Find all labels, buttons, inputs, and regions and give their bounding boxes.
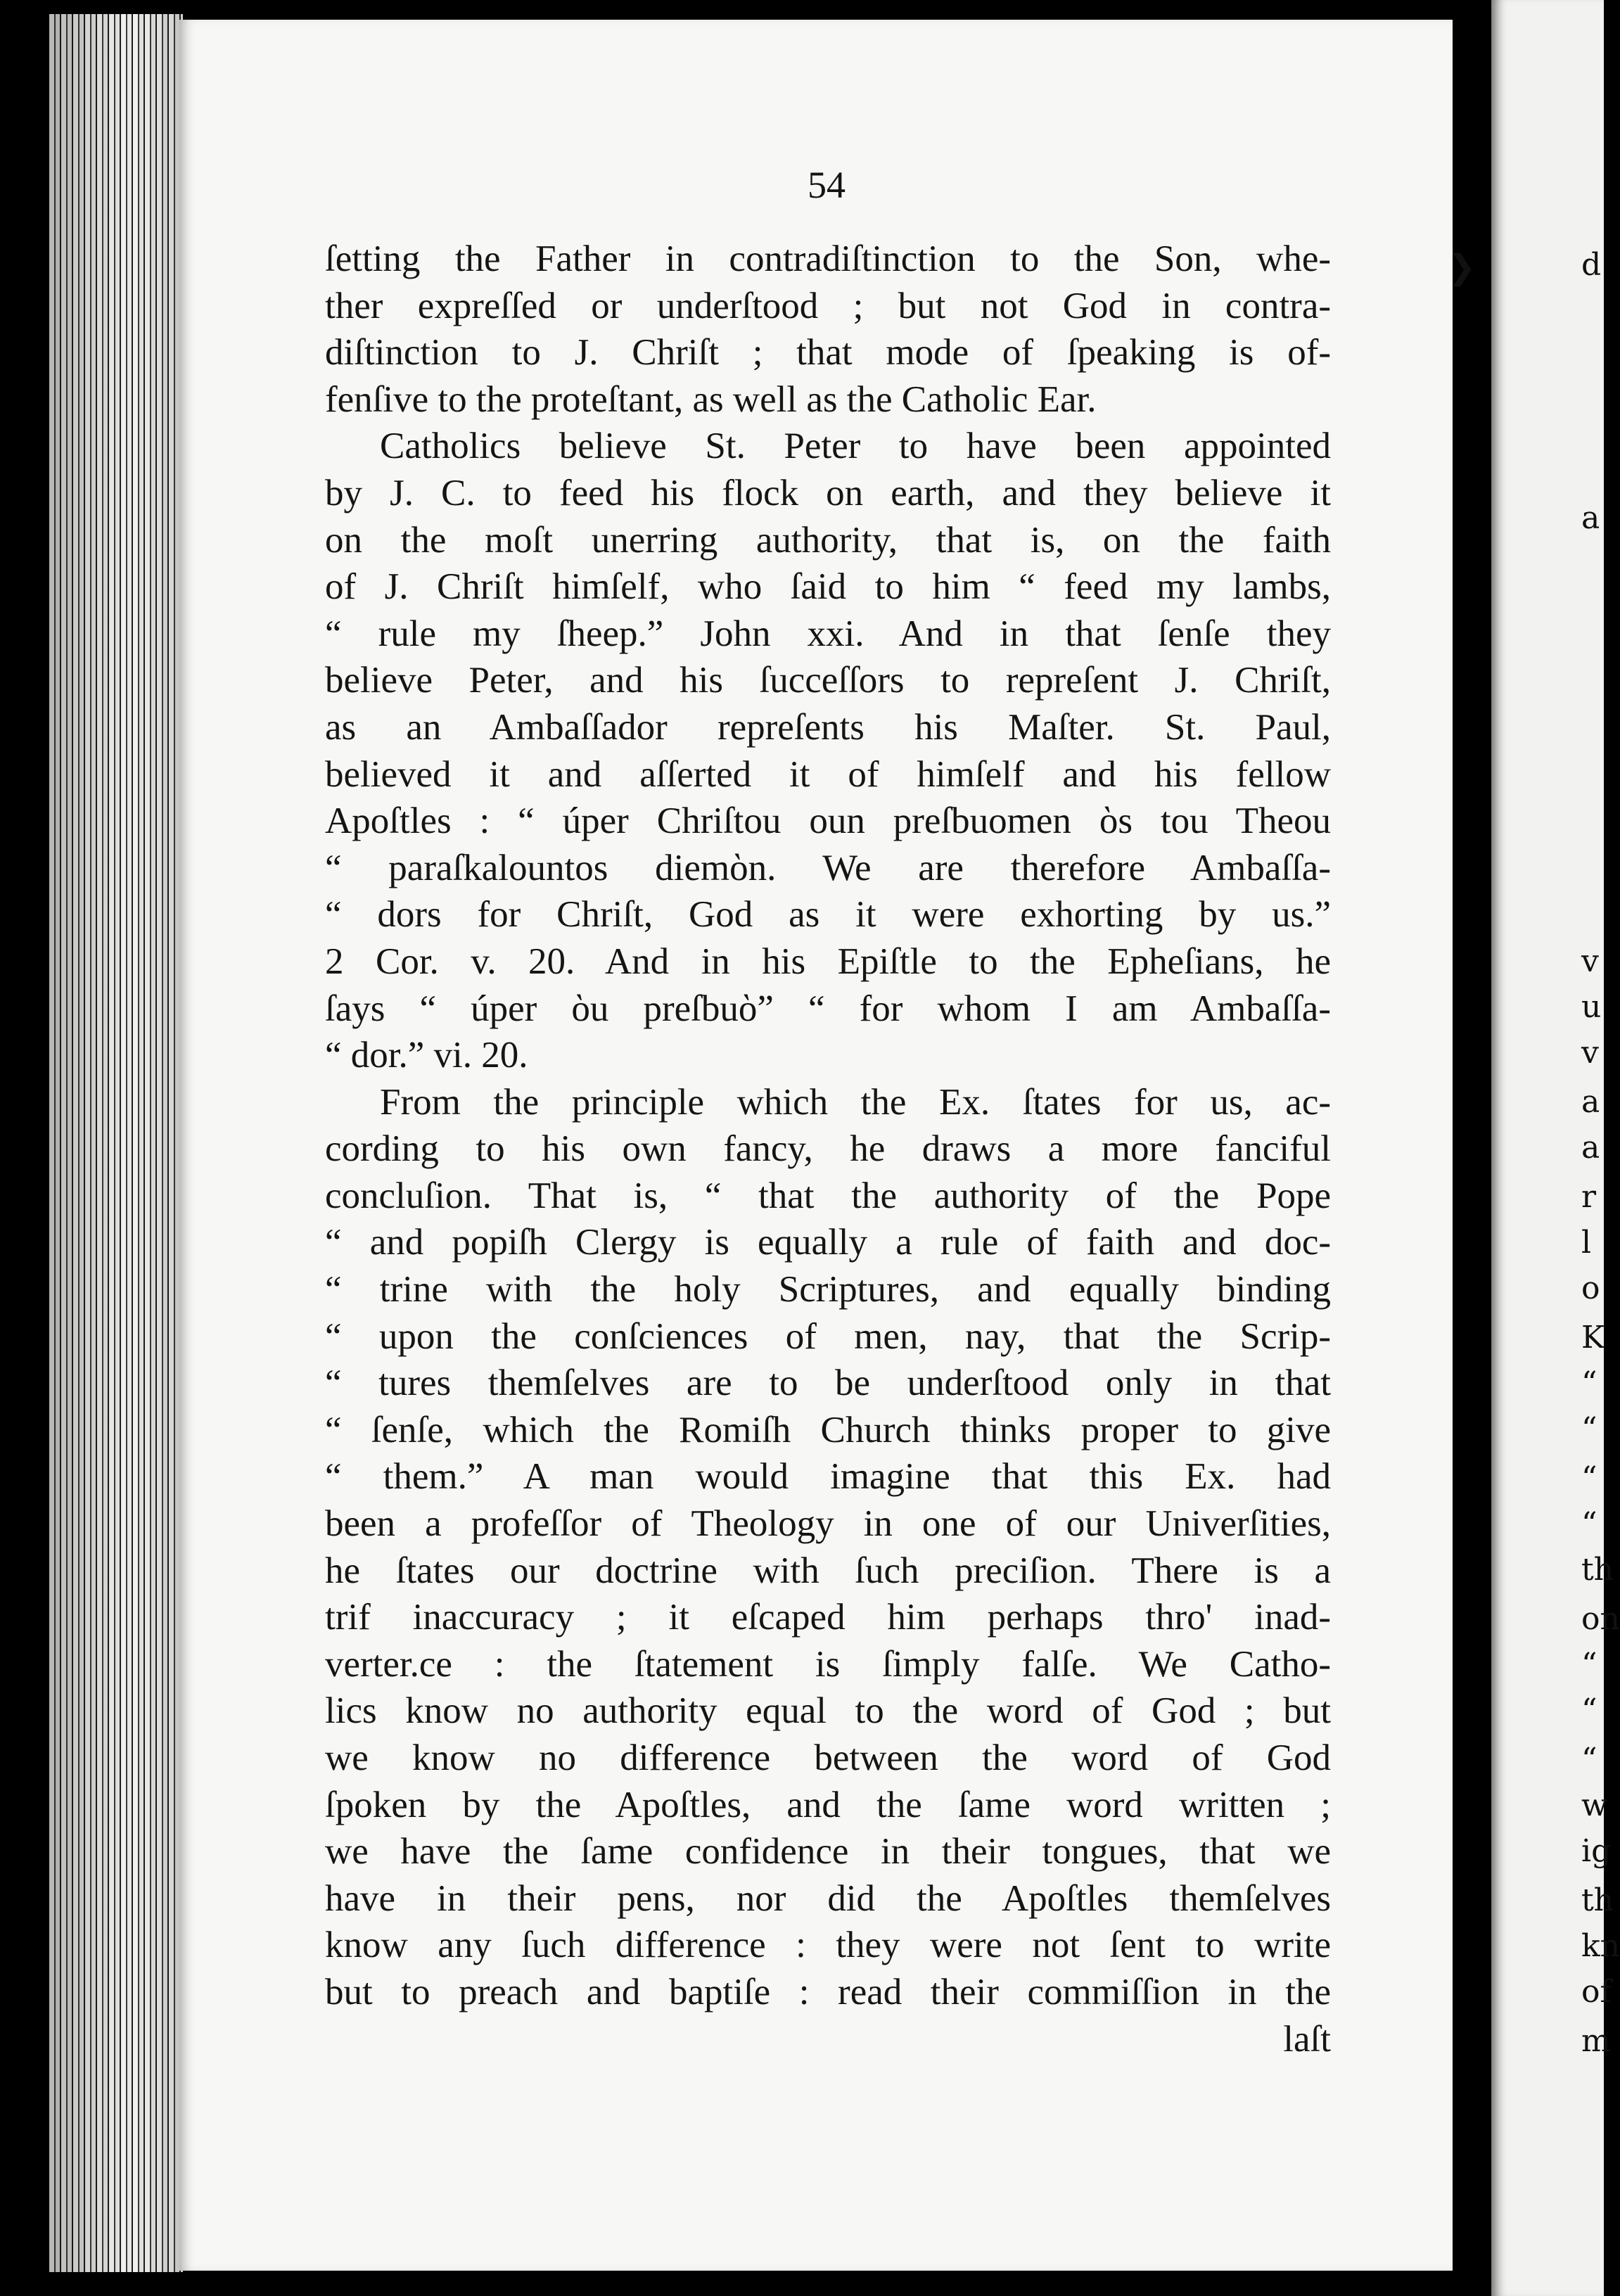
facing-page-fragment: l — [1581, 1225, 1592, 1261]
facing-page-fragment: a — [1581, 500, 1600, 536]
text-line: “ upon the conſciences of men, nay, that the Scrip- — [325, 1315, 1331, 1357]
text-line: by J. C. to feed his flock on earth, and they believe it — [325, 472, 1331, 514]
facing-page-fragment: “ — [1581, 1742, 1597, 1778]
facing-page-fragment: “ — [1581, 1692, 1597, 1728]
facing-page-fragment: “ — [1581, 1506, 1597, 1542]
text-line: he ſtates our doctrine with ſuch preciſion. There is a — [325, 1550, 1331, 1591]
page-number: 54 — [808, 164, 846, 206]
text-line: been a profeſſor of Theology in one of our Univerſities, — [325, 1503, 1331, 1545]
text-line: cording to his own fancy, he draws a more fanciful — [325, 1128, 1331, 1170]
facing-page-fragment: th — [1581, 1552, 1614, 1588]
facing-page-fragment: ig — [1581, 1833, 1612, 1869]
text-line: we know no difference between the word of God — [325, 1737, 1331, 1778]
facing-page-fragments — [1581, 0, 1620, 2296]
text-line: ſetting the Father in contradiſtinction to the Son, whe- — [325, 238, 1331, 279]
text-line: “ them.” A man would imagine that this Ex. had — [325, 1456, 1331, 1498]
facing-page-fragment: “ — [1581, 1411, 1597, 1447]
text-line: know any ſuch difference : they were not ſent to write — [325, 1925, 1331, 1966]
facing-page-fragment: on — [1581, 1601, 1620, 1637]
facing-page-fragment: w — [1581, 1787, 1608, 1823]
text-line: Catholics believe St. Peter to have been appointed — [380, 426, 1331, 467]
text-line: concluſion. That is, “ that the authority of the Pope — [325, 1175, 1331, 1216]
text-line: of J. Chriſt himſelf, who ſaid to him “ feed my lambs, — [325, 566, 1331, 608]
facing-page-fragment: a — [1581, 1130, 1600, 1166]
text-line: ſpoken by the Apoſtles, and the ſame word written ; — [325, 1784, 1331, 1825]
facing-page-fragment: d — [1581, 247, 1602, 283]
text-line: “ dor.” vi. 20. — [325, 1035, 528, 1076]
page-edges-shadow — [49, 14, 183, 2272]
text-line: “ rule my ſheep.” John xxi. And in that ſenſe they — [325, 613, 1331, 654]
text-line: From the principle which the Ex. ſtates for us, ac- — [380, 1081, 1331, 1123]
text-line: believed it and aſſerted it of himſelf and his fellow — [325, 753, 1331, 795]
facing-page-fragment: m — [1581, 2023, 1611, 2059]
facing-page-fragment: th — [1581, 1882, 1614, 1918]
text-line: laſt — [1283, 2018, 1331, 2060]
text-line: on the moſt unerring authority, that is, on the faith — [325, 519, 1331, 561]
text-line: diſtinction to J. Chriſt ; that mode of ſpeaking is of- — [325, 332, 1331, 374]
facing-page-fragment: K — [1581, 1320, 1605, 1356]
facing-page-fragment: u — [1581, 989, 1602, 1025]
text-line: “ trine with the holy Scriptures, and equally binding — [325, 1269, 1331, 1310]
text-line: have in their pens, nor did the Apoſtles themſelves — [325, 1877, 1331, 1919]
text-line: lics know no authority equal to the word of God ; but — [325, 1690, 1331, 1732]
text-line: “ tures themſelves are to be underſtood only in that — [325, 1363, 1331, 1404]
text-line: as an Ambaſſador repreſents his Maſter. St. Paul, — [325, 706, 1331, 748]
facing-page-fragment: r — [1581, 1179, 1597, 1215]
text-line: believe Peter, and his ſucceſſors to repreſent J. Chriſt, — [325, 660, 1331, 701]
facing-page-fragment: “ — [1581, 1647, 1597, 1683]
facing-page-fragment: kn — [1581, 1928, 1620, 1964]
text-line: but to preach and baptiſe : read their commiſſion in the — [325, 1971, 1331, 2013]
text-line: trif inaccuracy ; it eſcaped him perhaps thro' inad- — [325, 1597, 1331, 1638]
text-line: “ dors for Chriſt, God as it were exhorting by us.” — [325, 894, 1331, 936]
body-text — [325, 236, 1331, 2062]
facing-page-fragment: “ — [1581, 1460, 1597, 1496]
facing-page-fragment: o — [1581, 1270, 1600, 1306]
text-line: “ paraſkalountos diemὸn. We are therefore Ambaſſa- — [325, 847, 1331, 888]
text-line: 2 Cor. v. 20. And in his Epiſtle to the Epheſians, he — [325, 940, 1331, 982]
facing-page-fragment: v — [1581, 1035, 1599, 1071]
text-line: verter.ce : the ſtatement is ſimply falſe. We Catho- — [325, 1643, 1331, 1685]
facing-page-fragment: of — [1581, 1974, 1612, 2010]
facing-page-fragment: a — [1581, 1084, 1600, 1120]
text-line: ſays “ úper ὸu preſbuὸ” “ for whom I am Ambaſſa- — [325, 988, 1331, 1029]
text-line: we have the ſame confidence in their tongues, that we — [325, 1831, 1331, 1873]
gutter-mark: ❯ — [1448, 248, 1477, 287]
facing-page-fragment: “ — [1581, 1365, 1597, 1401]
text-line: ther expreſſed or underſtood ; but not God in contra- — [325, 285, 1331, 326]
text-line: “ and popiſh Clergy is equally a rule of faith and doc- — [325, 1222, 1331, 1263]
facing-page-fragment: v — [1581, 943, 1599, 979]
text-line: Apoſtles : “ úper Chriſtou oun preſbuomen ὸs tou Theou — [325, 801, 1331, 842]
text-line: fenſive to the proteſtant, as well as the Catholic Ear. — [325, 378, 1097, 420]
text-line: “ ſenſe, which the Romiſh Church thinks proper to give — [325, 1409, 1331, 1450]
